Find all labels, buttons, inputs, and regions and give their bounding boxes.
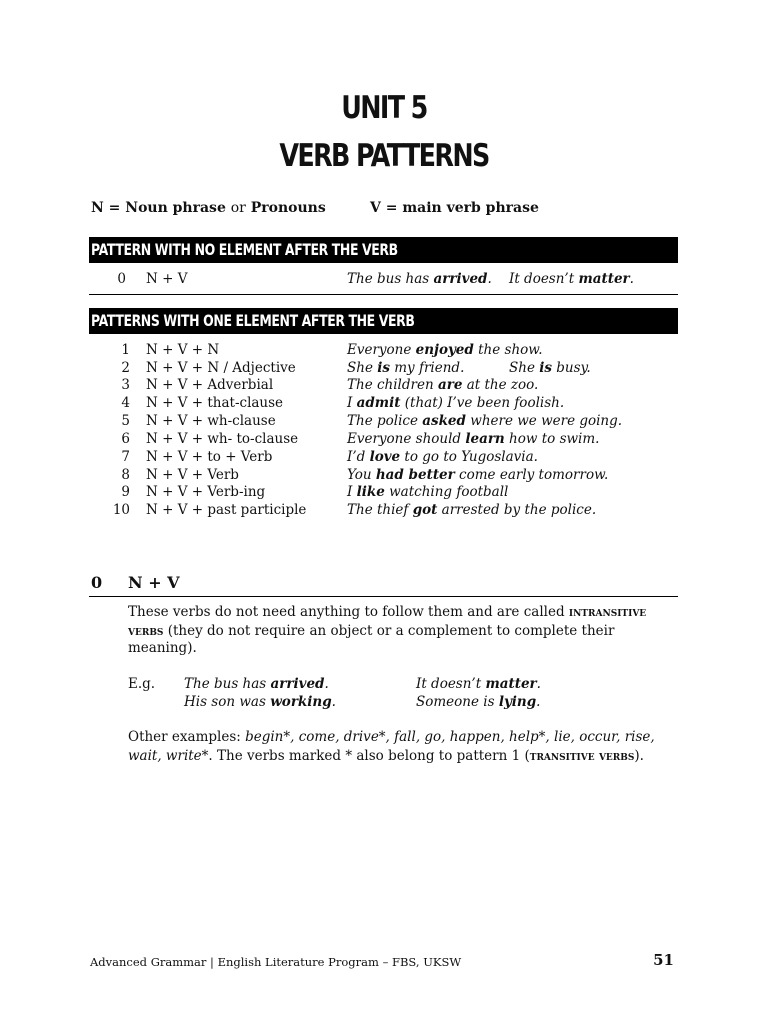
section-heading-one-element (89, 308, 678, 334)
term-intransitive: intransitive verbs (128, 604, 647, 638)
example-sentence: His son was working. (184, 694, 336, 710)
pattern-row: 3 N + V + Adverbial The children are at the zoo. (121, 377, 539, 393)
section-heading-no-element-text: PATTERN WITH NO ELEMENT AFTER THE VERB (91, 240, 398, 259)
legend-noun-def: N = Noun phrase (91, 200, 226, 216)
legend-or: or (230, 200, 246, 216)
section-heading-no-element (89, 237, 678, 263)
pattern-number: 0 (117, 271, 126, 287)
example-sentence: The bus has arrived. (184, 676, 329, 692)
pattern-row: 1 N + V + N Everyone enjoyed the show. (121, 342, 543, 358)
pattern-row: 2 N + V + N / Adjective She is my friend. She is busy. (121, 360, 591, 376)
detail-divider (89, 596, 678, 597)
section-heading-one-element-text: PATTERNS WITH ONE ELEMENT AFTER THE VERB (91, 311, 415, 330)
pattern-row: 9 N + V + Verb-ing I like watching football (121, 484, 509, 500)
divider (89, 294, 678, 295)
pattern-row: 10 N + V + past participle The thief got arrested by the police. (112, 502, 597, 518)
unit-title: UNIT 5 (341, 90, 427, 126)
pattern-row: 8 N + V + Verb You had better come early tomorrow. (121, 467, 609, 483)
detail-heading-form: N + V (128, 573, 180, 592)
detail-heading-number: 0 (91, 573, 103, 592)
pattern-example-2: It doesn’t matter. (509, 271, 634, 287)
pattern-row: 4 N + V + that-clause I admit (that) I’ve been foolish. (121, 395, 565, 411)
pattern-row: 5 N + V + wh-clause The police asked where we were going. (121, 413, 623, 429)
pattern-row (0, 270, 768, 288)
other-examples-list: begin*, come, drive*, fall, go, happen, help*, lie, occur, rise, wait, write* (128, 729, 655, 764)
legend-pronouns: Pronouns (250, 200, 326, 216)
footer-text: Advanced Grammar | English Literature Program – FBS, UKSW (90, 955, 462, 969)
example-sentence: Someone is lying. (416, 694, 541, 710)
pattern-row: 6 N + V + wh- to-clause Everyone should learn how to swim. (121, 431, 600, 447)
other-examples: Other examples: begin*, come, drive*, fall, go, happen, help*, lie, occur, rise, wait, write*. The verbs marked * also belong to pattern 1 (transitive verbs). (128, 729, 655, 764)
eg-label: E.g. (128, 676, 156, 692)
pattern-example: The bus has arrived. (347, 271, 492, 287)
page-number: 51 (653, 951, 674, 969)
legend-noun (91, 200, 326, 216)
detail-paragraph: These verbs do not need anything to follow them and are called intransitive verbs (they do not require an object or a complement to complete their meaning). (128, 604, 647, 656)
page-title: VERB PATTERNS (279, 138, 489, 174)
pattern-form: N + V (146, 271, 188, 287)
legend-verb: V = main verb phrase (370, 200, 539, 216)
term-transitive: transitive verbs (529, 747, 635, 763)
example-sentence: It doesn’t matter. (416, 676, 541, 692)
pattern-row: 7 N + V + to + Verb I’d love to go to Yugoslavia. (121, 449, 538, 465)
